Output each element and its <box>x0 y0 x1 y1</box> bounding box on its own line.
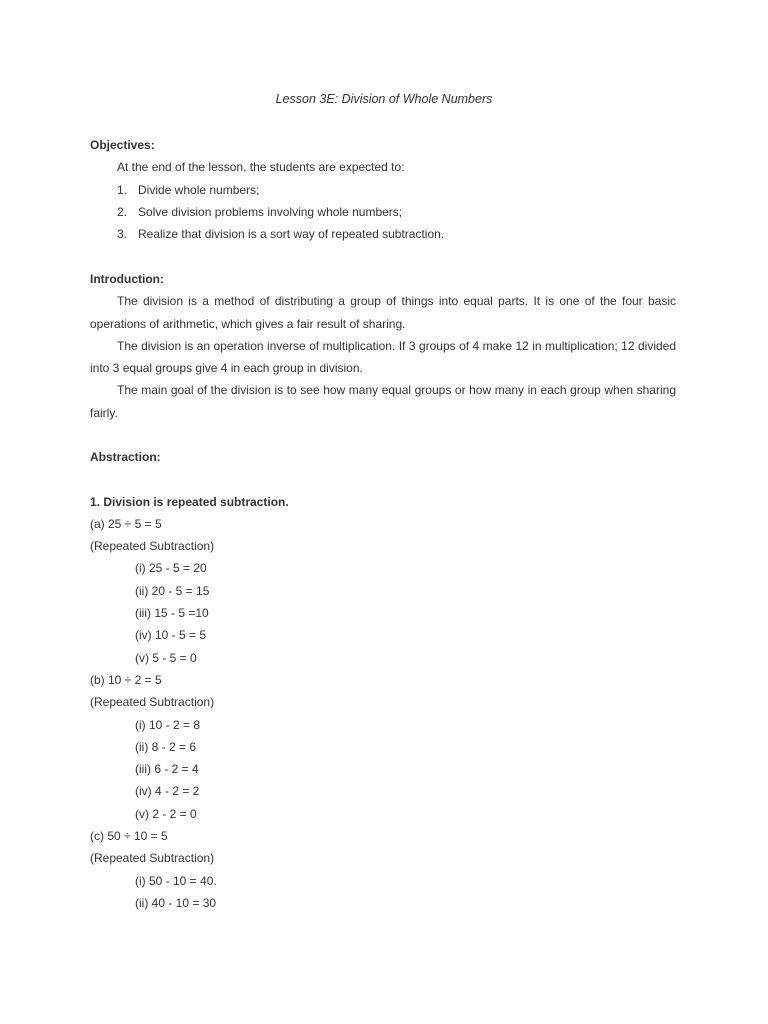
step-item: (ii) 8 - 2 = 6 <box>135 739 197 754</box>
step-item: (v) 2 - 2 = 0 <box>135 806 197 821</box>
step-item: (ii) 40 - 10 = 30 <box>135 895 217 910</box>
step-item: (ii) 20 - 5 = 15 <box>135 583 210 598</box>
example-equation: (a) 25 ÷ 5 = 5 <box>90 516 162 531</box>
list-number: 3. <box>117 227 128 242</box>
step-item: (i) 25 - 5 = 20 <box>135 561 207 576</box>
example-b <box>90 669 676 825</box>
intro-paragraph: The main goal of the division is to see how many equal groups or how many in each group when sharing fairly. <box>90 383 676 420</box>
list-number: 2. <box>117 204 128 219</box>
list-item <box>90 179 676 201</box>
list-text: Divide whole numbers; <box>138 182 260 197</box>
objectives-section <box>90 134 676 245</box>
list-item <box>90 223 676 245</box>
list-number: 1. <box>117 182 128 197</box>
intro-paragraph: The division is an operation inverse of multiplication. If 3 groups of 4 make 12 in multiplication; 12 divided into 3 equal groups give 4 in each group in division. <box>90 338 676 376</box>
list-text: Solve division problems involving whole numbers; <box>138 204 403 219</box>
example-equation: (c) 50 ÷ 10 = 5 <box>90 829 168 844</box>
step-item: (iv) 4 - 2 = 2 <box>135 784 200 799</box>
step-item: (i) 50 - 10 = 40. <box>135 873 217 888</box>
step-item: (iii) 6 - 2 = 4 <box>135 762 199 777</box>
example-method: (Repeated Subtraction) <box>90 851 215 866</box>
step-item: (iv) 10 - 5 = 5 <box>135 628 207 643</box>
example-method: (Repeated Subtraction) <box>90 695 215 710</box>
steps-list <box>90 870 676 915</box>
objectives-lead: At the end of the lesson, the students are expected to: <box>117 160 405 175</box>
example-equation: (b) 10 ÷ 2 = 5 <box>90 672 162 687</box>
example-c <box>90 825 676 914</box>
step-item: (iii) 15 - 5 =10 <box>135 606 209 621</box>
abstraction-subheading: 1. Division is repeated subtraction. <box>90 494 289 509</box>
intro-paragraph: The division is a method of distributing a group of things into equal parts. It is one of the four basic operations of arithmetic, which gives a fair result of sharing. <box>90 294 676 331</box>
steps-list <box>90 557 676 668</box>
lesson-title: Lesson 3E: Division of Whole Numbers <box>275 92 493 106</box>
list-text: Realize that division is a sort way of repeated subtraction. <box>138 227 445 242</box>
example-a <box>90 513 676 669</box>
step-item: (i) 10 - 2 = 8 <box>135 717 201 732</box>
list-item <box>90 201 676 223</box>
example-method: (Repeated Subtraction) <box>90 539 215 554</box>
step-item: (v) 5 - 5 = 0 <box>135 650 197 665</box>
abstraction-heading: Abstraction: <box>90 450 161 464</box>
objectives-list <box>90 179 676 246</box>
abstraction-section <box>90 446 676 914</box>
introduction-heading: Introduction: <box>90 272 164 286</box>
steps-list <box>90 714 676 825</box>
objectives-heading: Objectives: <box>90 138 155 152</box>
introduction-section <box>90 268 676 424</box>
